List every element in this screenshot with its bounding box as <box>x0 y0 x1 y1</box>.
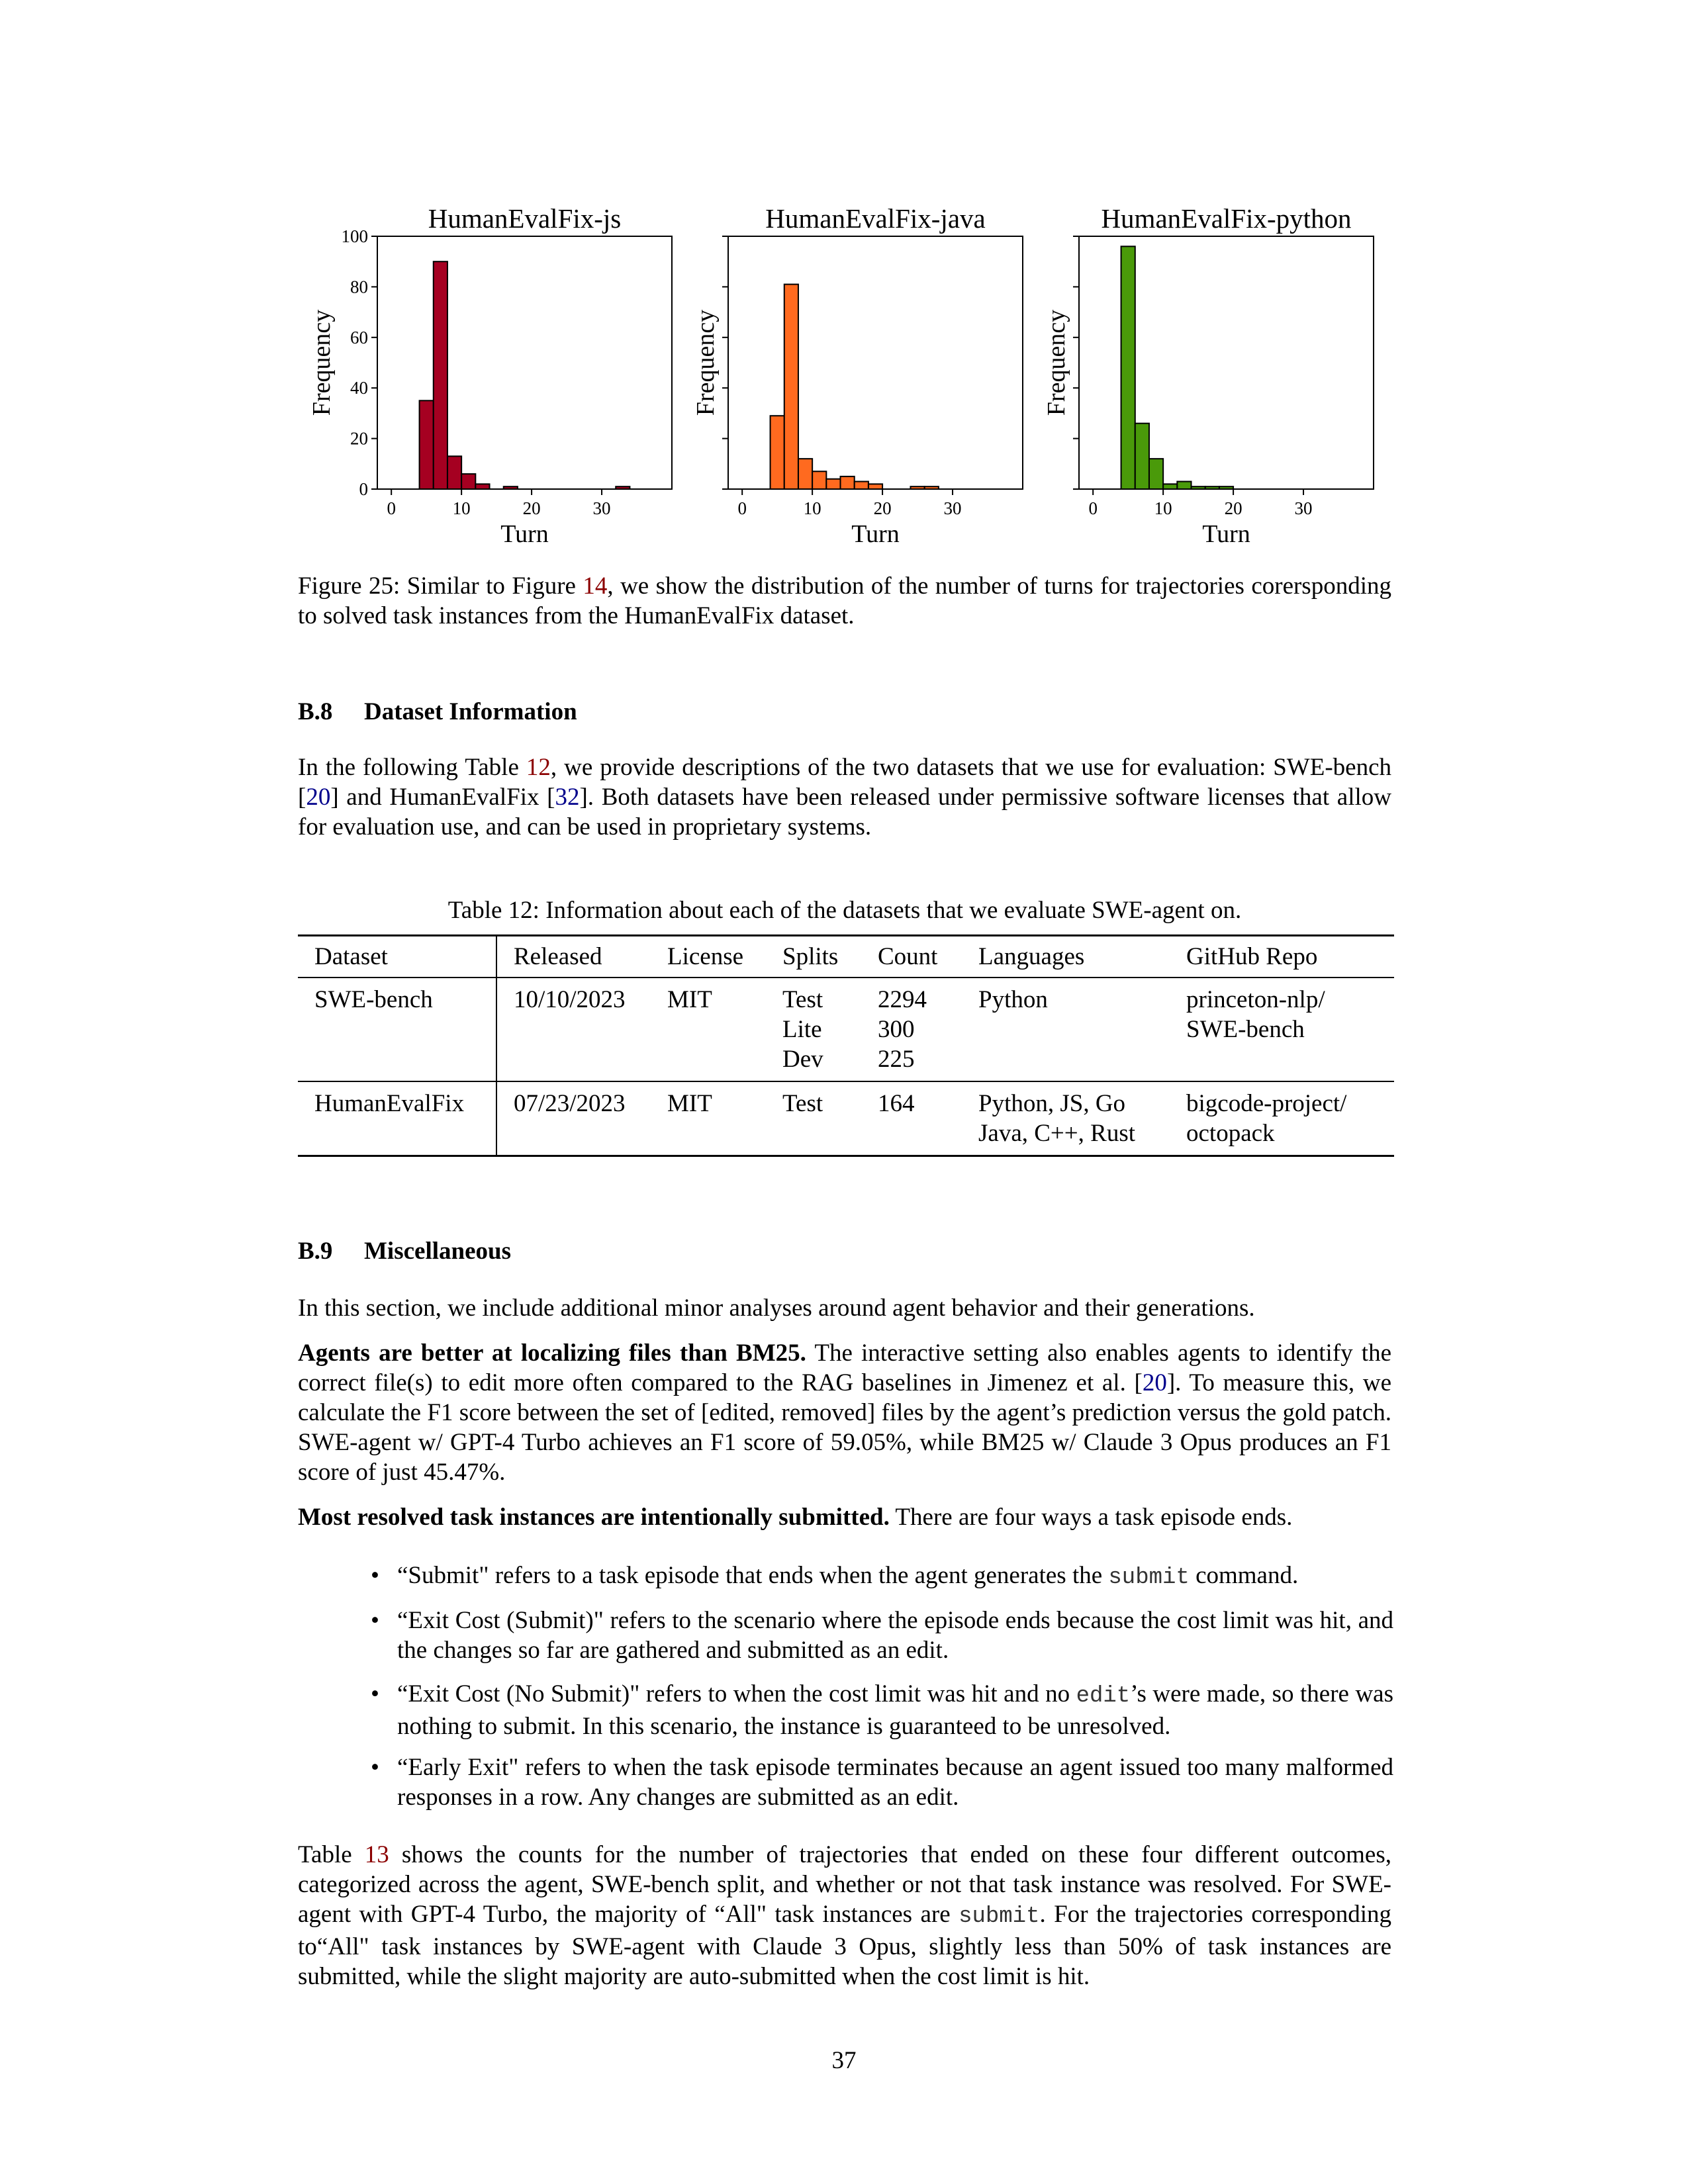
bullet-icon: • <box>371 1754 379 1781</box>
histogram-bar <box>841 477 855 489</box>
dataset-cell: SWE-bench <box>298 978 496 1081</box>
paragraph-lead: Agents are better at localizing files than BM25. <box>298 1340 806 1367</box>
y-tick-label: 20 <box>350 428 368 449</box>
count-cell: 2294 300 225 <box>878 986 927 1073</box>
code-inline: submit <box>1108 1565 1190 1590</box>
histogram-bar <box>812 471 826 489</box>
histogram-panel <box>308 203 672 548</box>
figure-25-histograms <box>285 195 1397 553</box>
histogram-bar <box>447 456 461 489</box>
repo-cell: princeton-nlp/ SWE-bench <box>1186 986 1325 1043</box>
histogram-panel <box>1043 203 1374 548</box>
table-12-caption: Table 12: Information about each of the datasets that we evaluate SWE-agent on. <box>447 897 1242 924</box>
x-tick-label: 10 <box>452 498 471 518</box>
histogram-panel-group <box>285 195 1397 553</box>
histogram-bar <box>771 416 784 489</box>
x-tick-label: 10 <box>1154 498 1172 518</box>
histogram-bar <box>461 474 475 489</box>
header-cell: GitHub Repo <box>1186 943 1318 970</box>
bullet-icon: • <box>371 1607 379 1634</box>
paragraph-table13: Table 13 shows the counts for the number of trajectories that ended on these four different outcomes, categorized across the agent, SWE-bench split, and whether or not that task instance was resolved. For SWE-agent with GPT-4 Turbo, the majority of “All" task instances are submit. For the trajectories corresponding to“All" task instances by SWE-agent with Claude 3 Opus, slightly less than 50% of task instances are submitted, while the slight majority are auto-submitted when the cost limit is hit. <box>298 1841 1392 1990</box>
paragraph-misc-intro: In this section, we include additional minor analyses around agent behavior and their generations. <box>298 1295 1255 1322</box>
paragraph-lead: Most resolved task instances are intentionally submitted. <box>298 1504 890 1531</box>
list-item: • “Submit" refers to a task episode that ends when the agent generates the submit command. <box>371 1562 1299 1590</box>
dataset-table <box>298 936 1394 1155</box>
citation-link[interactable]: 32 <box>555 784 580 811</box>
languages-cell: Python <box>978 986 1048 1013</box>
bullet-icon: • <box>371 1680 379 1707</box>
histogram-bar <box>1163 484 1177 489</box>
y-tick-label: 80 <box>350 277 368 297</box>
y-tick-label: 0 <box>359 479 368 499</box>
x-tick-label: 0 <box>387 498 396 518</box>
y-tick-label: 40 <box>350 378 368 398</box>
chart-title: HumanEvalFix-python <box>1101 203 1352 234</box>
code-inline: submit <box>959 1904 1040 1929</box>
histogram-bar <box>1149 459 1163 489</box>
section-heading-b8 <box>298 697 577 727</box>
figure-25-caption: Figure 25: Similar to Figure 14, we show the distribution of the number of turns for trajectories corersponding to solved task instances from the HumanEvalFix dataset. <box>298 572 1391 629</box>
splits-cell: Test <box>782 1090 823 1117</box>
count-cell: 164 <box>878 1090 915 1117</box>
released-cell: 10/10/2023 <box>514 986 626 1013</box>
section-title: Miscellaneous <box>364 1238 511 1265</box>
header-cell: Splits <box>782 943 839 970</box>
page-number: 37 <box>831 2047 857 2074</box>
histogram-bar <box>855 482 868 489</box>
chart-title: HumanEvalFix-java <box>765 203 986 234</box>
figure-ref-link[interactable]: 14 <box>583 572 608 600</box>
license-cell: MIT <box>667 986 712 1013</box>
histogram-bar <box>784 285 798 489</box>
x-tick-label: 0 <box>737 498 747 518</box>
x-tick-label: 20 <box>873 498 892 518</box>
table-ref-link[interactable]: 13 <box>364 1841 389 1868</box>
y-tick-label: 60 <box>350 327 368 347</box>
table-row <box>298 978 1394 1081</box>
table-header-row <box>298 936 1394 978</box>
bullet-icon: • <box>371 1562 379 1589</box>
table-bottom-rule <box>298 1155 1394 1157</box>
histogram-bar <box>1121 246 1135 489</box>
chart-title: HumanEvalFix-js <box>428 203 622 234</box>
dataset-cell: HumanEvalFix <box>298 1081 496 1155</box>
x-axis-label: Turn <box>1202 520 1250 548</box>
histogram-bar <box>826 479 840 489</box>
table-ref-link[interactable]: 12 <box>526 754 551 781</box>
x-tick-label: 30 <box>592 498 611 518</box>
section-number: B.8 <box>298 698 333 725</box>
histogram-panel <box>692 203 1023 548</box>
table-12 <box>298 934 1394 1157</box>
citation-link[interactable]: 20 <box>1142 1369 1167 1396</box>
x-tick-label: 10 <box>803 498 821 518</box>
citation-link[interactable]: 20 <box>306 784 331 811</box>
released-cell: 07/23/2023 <box>514 1090 626 1117</box>
y-axis-label: Frequency <box>1043 309 1070 416</box>
paragraph-submitted: Most resolved task instances are intentionally submitted. There are four ways a task episode ends. <box>298 1504 1293 1531</box>
x-tick-label: 20 <box>522 498 541 518</box>
y-tick-label: 100 <box>341 226 368 246</box>
header-cell: Count <box>878 943 938 970</box>
code-inline: edit <box>1076 1684 1131 1709</box>
header-cell: License <box>667 943 744 970</box>
languages-cell: Python, JS, Go Java, C++, Rust <box>978 1090 1136 1147</box>
x-tick-label: 0 <box>1088 498 1098 518</box>
histogram-bar <box>434 261 447 489</box>
table-row <box>298 1081 1394 1155</box>
y-axis-label: Frequency <box>692 309 720 416</box>
license-cell: MIT <box>667 1090 712 1117</box>
x-tick-label: 30 <box>943 498 962 518</box>
x-tick-label: 20 <box>1224 498 1243 518</box>
histogram-bar <box>420 400 434 489</box>
repo-cell: bigcode-project/ octopack <box>1186 1090 1347 1147</box>
header-cell: Languages <box>978 943 1085 970</box>
header-cell: Dataset <box>298 936 496 978</box>
histogram-bar <box>1177 482 1191 489</box>
splits-cell: Test Lite Dev <box>782 986 823 1073</box>
y-axis-label: Frequency <box>308 309 336 416</box>
list-item: • “Exit Cost (Submit)" refers to the scenario where the episode ends because the cost limit was hit, and the changes so far are gathered and submitted as an edit. <box>371 1607 1393 1664</box>
paragraph-dataset-info: In the following Table 12, we provide descriptions of the two datasets that we use for evaluation: SWE-bench [20] and HumanEvalFix [32]. Both datasets have been released under permissive software licenses that allow for evaluation use, and can be used in proprietary systems. <box>298 754 1391 841</box>
section-title: Dataset Information <box>364 698 577 725</box>
header-cell: Released <box>514 943 602 970</box>
list-item: • “Exit Cost (No Submit)" refers to when the cost limit was hit and no edit’s were made, so there was nothing to submit. In this scenario, the instance is guaranteed to be unresolved. <box>371 1680 1393 1740</box>
x-axis-label: Turn <box>851 520 900 548</box>
histogram-bar <box>1135 424 1149 489</box>
histogram-bar <box>475 484 489 489</box>
histogram-bar <box>868 484 882 489</box>
section-heading-b9 <box>298 1236 511 1266</box>
paragraph-localizing-files: Agents are better at localizing files than BM25. The interactive setting also enables agents to identify the correct file(s) to edit more often compared to the RAG baselines in Jimenez et al. [20]. To measure this, we calculate the F1 score between the set of [edited, removed] files by the agent’s prediction versus the gold patch. SWE-agent w/ GPT-4 Turbo achieves an F1 score of 59.05%, while BM25 w/ Claude 3 Opus produces an F1 score of just 45.47%. <box>298 1340 1392 1486</box>
x-tick-label: 30 <box>1294 498 1313 518</box>
list-item: • “Early Exit" refers to when the task episode terminates because an agent issued too many malformed responses in a row. Any changes are submitted as an edit. <box>371 1754 1393 1811</box>
section-number: B.9 <box>298 1238 333 1265</box>
x-axis-label: Turn <box>500 520 549 548</box>
histogram-bar <box>798 459 812 489</box>
